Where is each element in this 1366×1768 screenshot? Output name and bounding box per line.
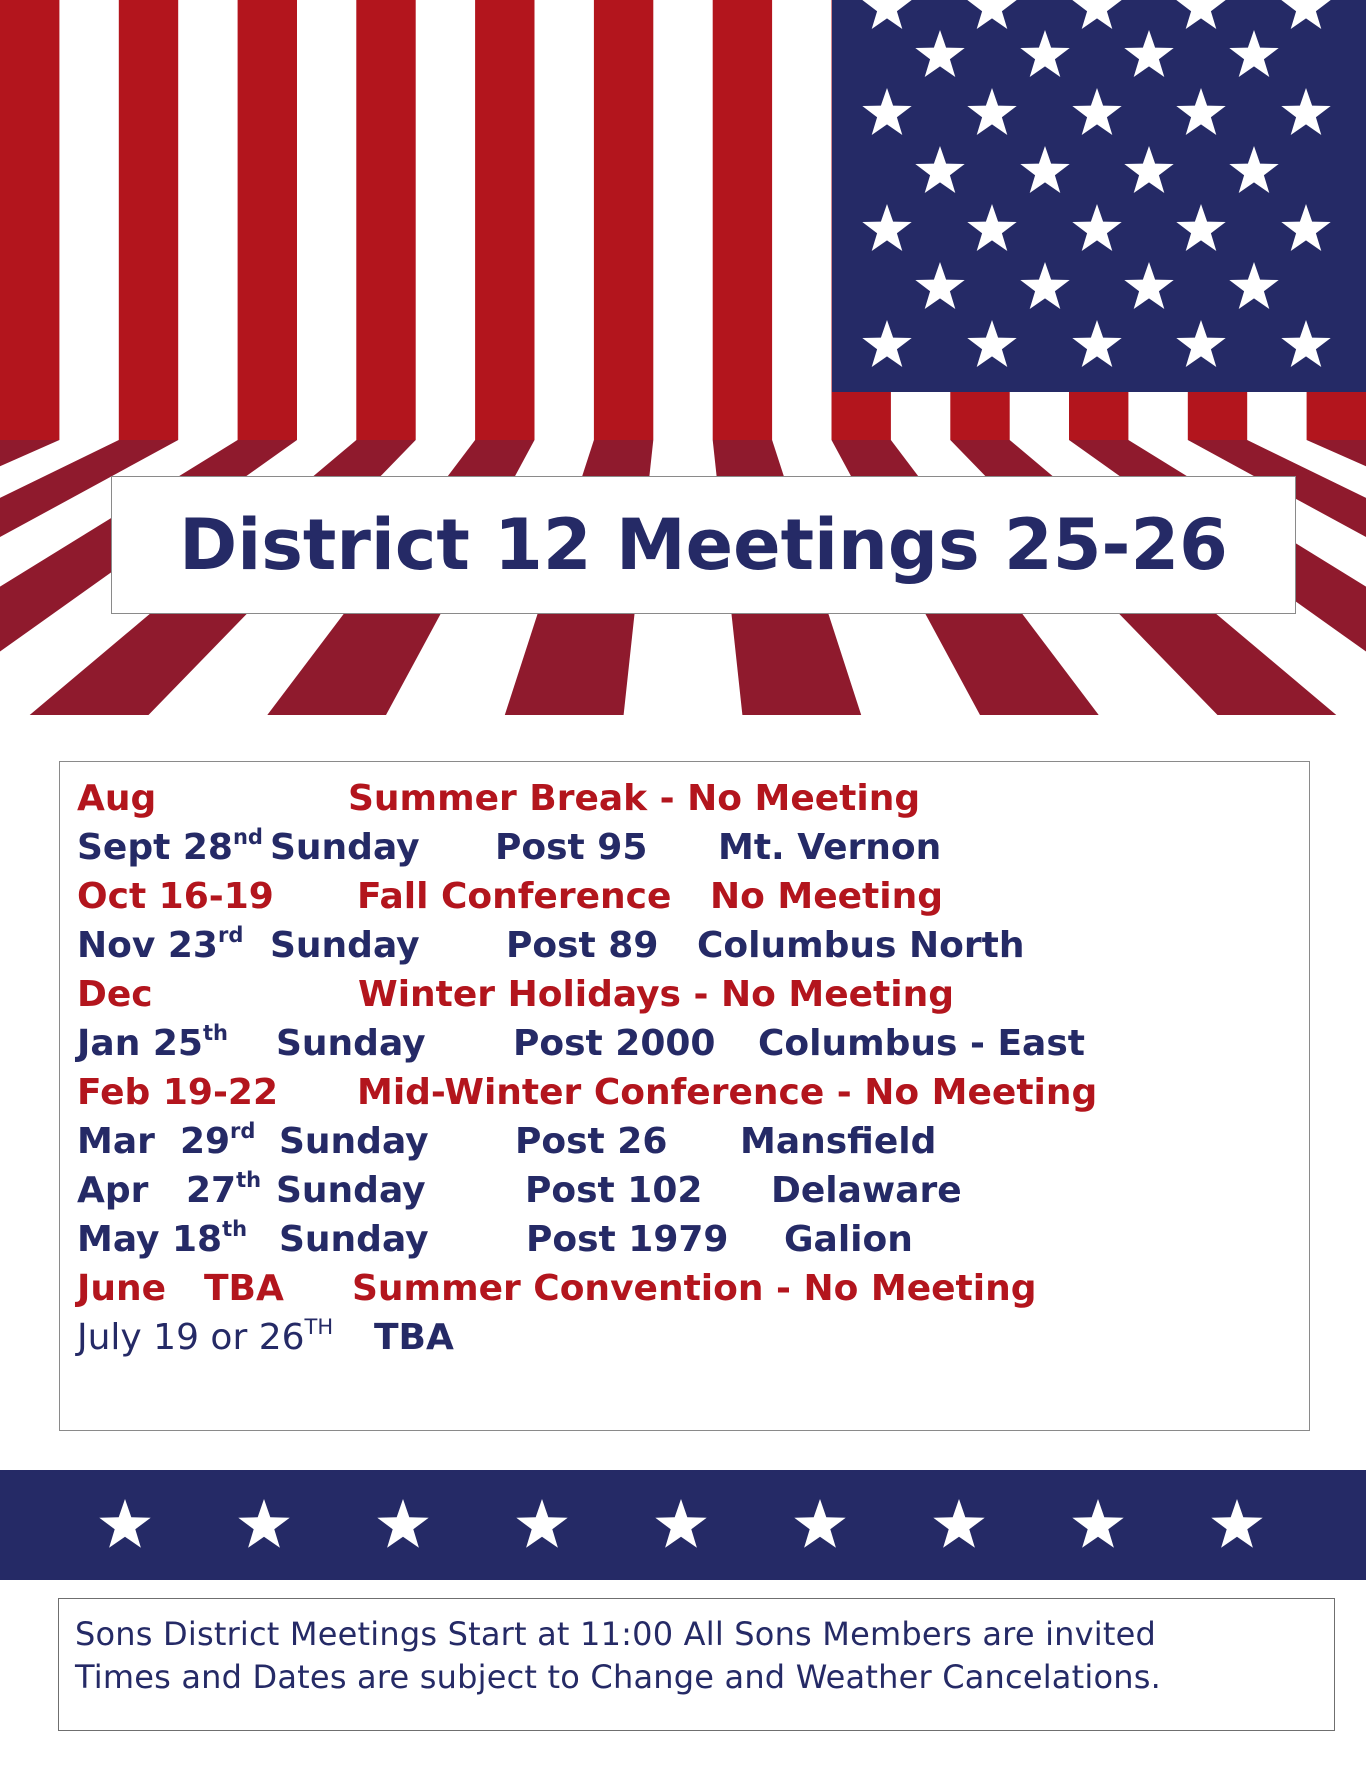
schedule-row <box>60 1215 1309 1264</box>
row-day: Sunday <box>279 1219 429 1260</box>
row-post: Post 2000 <box>513 1023 716 1064</box>
row-date: Mar 29rd <box>77 1119 256 1162</box>
row-post: Post 95 <box>495 827 648 868</box>
schedule-row <box>60 921 1309 970</box>
schedule-row <box>60 1264 1309 1313</box>
row-date: Oct 16-19 <box>77 876 274 917</box>
row-date: Jan 25th <box>77 1021 228 1064</box>
row-description: Mid-Winter Conference - No Meeting <box>357 1072 1098 1113</box>
flag-stripe <box>0 0 59 440</box>
row-date: May 18th <box>77 1217 248 1260</box>
footer-line-1: Sons District Meetings Start at 11:00 All Sons Members are invited <box>75 1615 1157 1653</box>
row-day: Sunday <box>270 925 420 966</box>
flag-stripe <box>594 0 653 440</box>
row-note: No Meeting <box>710 876 943 917</box>
title-box <box>111 476 1296 614</box>
row-date: Feb 19-22 <box>77 1072 278 1113</box>
row-day: Sunday <box>270 827 420 868</box>
row-location: Mansfield <box>740 1121 937 1162</box>
schedule-row <box>60 1313 1309 1362</box>
row-tba: TBA <box>374 1317 454 1358</box>
row-day: Sunday <box>276 1023 426 1064</box>
row-location: Columbus North <box>697 925 1025 966</box>
row-date: July 19 or 26TH <box>77 1315 334 1358</box>
row-post: Post 1979 <box>526 1219 729 1260</box>
row-day: Sunday <box>276 1170 426 1211</box>
row-date: Apr 27th <box>77 1168 262 1211</box>
flag-stripe <box>119 0 178 440</box>
row-location: Delaware <box>771 1170 962 1211</box>
row-post: Post 102 <box>525 1170 703 1211</box>
schedule-row <box>60 1068 1309 1117</box>
schedule-row <box>60 970 1309 1019</box>
schedule-row <box>60 1019 1309 1068</box>
row-date: Aug <box>77 778 157 819</box>
row-date: Dec <box>77 974 153 1015</box>
row-date: Nov 23rd <box>77 923 244 966</box>
row-day: Sunday <box>279 1121 429 1162</box>
flag-stripe <box>713 0 772 440</box>
schedule-row <box>60 1117 1309 1166</box>
schedule-box <box>59 761 1310 1431</box>
schedule-row <box>60 872 1309 921</box>
row-location: Mt. Vernon <box>718 827 942 868</box>
row-date: June <box>77 1268 167 1309</box>
flag-stripe <box>475 0 534 440</box>
stars-band <box>0 1470 1366 1580</box>
row-date: Sept 28nd <box>77 825 263 868</box>
schedule-row <box>60 774 1309 823</box>
page-title: District 12 Meetings 25-26 <box>179 504 1228 586</box>
row-location: Galion <box>784 1219 913 1260</box>
row-tba: TBA <box>204 1268 284 1309</box>
row-description: Winter Holidays - No Meeting <box>358 974 954 1015</box>
row-description: Fall Conference <box>357 876 672 917</box>
row-post: Post 26 <box>515 1121 668 1162</box>
footer-line-2: Times and Dates are subject to Change and Weather Cancelations. <box>75 1658 1161 1696</box>
row-post: Post 89 <box>506 925 659 966</box>
flag-stripe <box>238 0 297 440</box>
row-location: Columbus - East <box>758 1023 1085 1064</box>
row-description: Summer Convention - No Meeting <box>352 1268 1037 1309</box>
schedule-row <box>60 823 1309 872</box>
row-description: Summer Break - No Meeting <box>348 778 921 819</box>
schedule-row <box>60 1166 1309 1215</box>
footer-note-box <box>58 1598 1335 1731</box>
flag-stripe <box>356 0 415 440</box>
